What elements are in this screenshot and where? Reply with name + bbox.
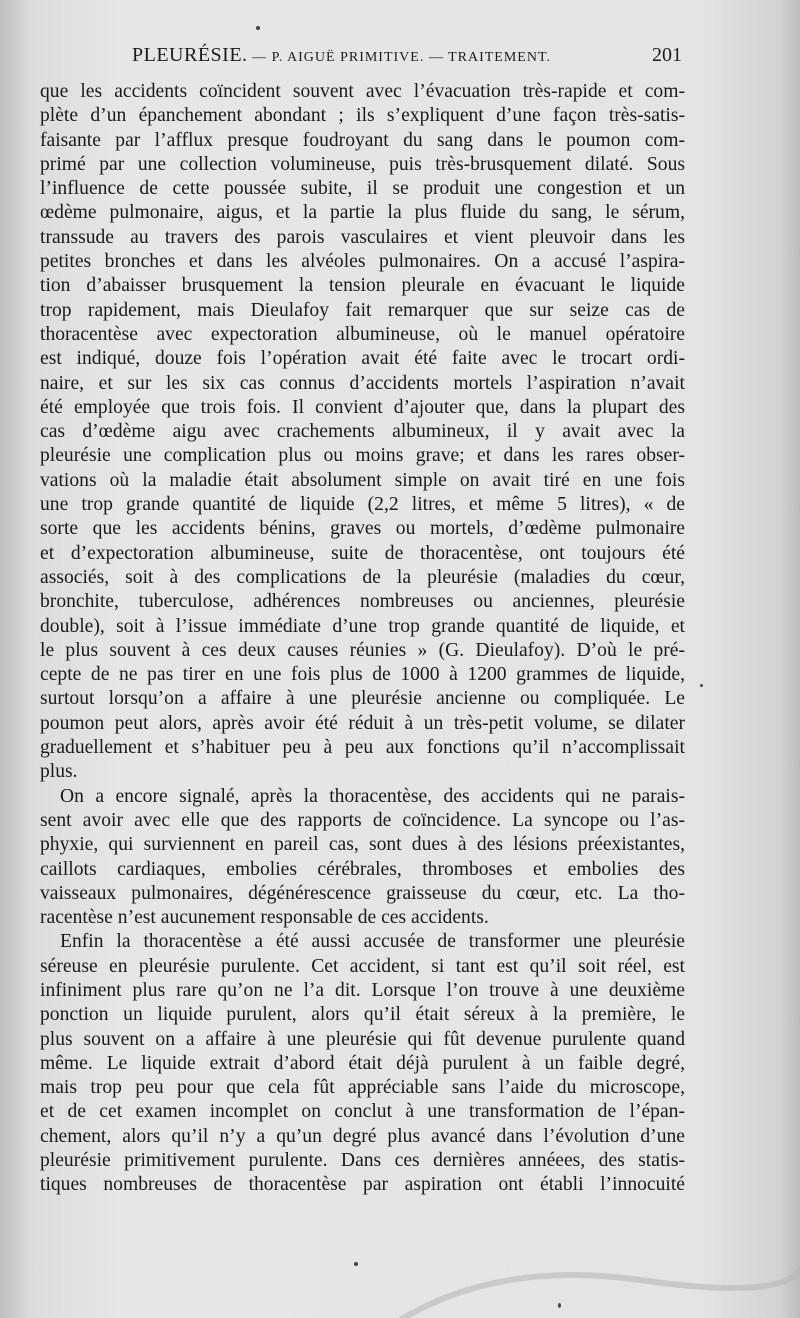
running-title-main: PLEURÉSIE. [132,44,248,66]
body-text [40,80,685,1198]
page-curl-shadow [380,1240,800,1318]
running-header [0,44,800,74]
text-line: œdème pulmonaire, aigus, et la partie la plus fluide du sang, le sérum, [40,202,685,224]
text-line: tion d’abaisser brusquement la tension pleurale en évacuant le liquide [40,275,685,297]
text-line: une trop grande quantité de liquide (2,2 litres, et même 5 litres), « de [40,494,685,516]
text-line: sent avoir avec elle que des rapports de coïncidence. La syncope ou l’as- [40,809,685,831]
ink-speck [700,684,703,687]
text-line: infiniment plus rare qu’on ne l’a dit. Lorsque l’on trouve à une deuxième [40,979,685,1001]
text-line: bronchite, tuberculose, adhérences nombreuses ou anciennes, pleurésie [40,591,685,613]
text-line: phyxie, qui surviennent en pareil cas, sont dues à des lésions préexistantes, [40,834,685,856]
running-title [132,44,551,67]
text-line: l’influence de cette poussée subite, il se produit une congestion et un [40,178,685,200]
text-line: été employée que trois fois. Il convient d’ajouter que, dans la plupart des [40,396,685,418]
text-line: et de cet examen incomplet on conclut à une transformation de l’épan- [40,1101,685,1123]
text-line: vaisseaux pulmonaires, dégénérescence graisseuse du cœur, etc. La tho- [40,882,685,904]
text-line: tiques nombreuses de thoracentèse par aspiration ont établi l’innocuité [40,1174,685,1196]
text-line: même. Le liquide extrait d’abord était déjà purulent à un faible degré, [40,1052,685,1074]
text-line: petites bronches et dans les alvéoles pulmonaires. On a accusé l’aspira- [40,251,685,273]
text-line: est indiqué, douze fois l’opération avait été faite avec le trocart ordi- [40,348,685,370]
text-line: transsude au travers des parois vasculaires et vient pleuvoir dans les [40,226,685,248]
text-line: et d’expectoration albumineuse, suite de thoracentèse, ont toujours été [40,542,685,564]
text-line: que les accidents coïncident souvent avec l’évacuation très-rapide et com- [40,81,685,102]
text-line: caillots cardiaques, embolies cérébrales, thromboses et embolies des [40,858,685,880]
text-line: faisante par l’afflux presque foudroyant du sang dans le poumon com- [40,129,685,151]
text-line: naire, et sur les six cas connus d’accidents mortels l’aspiration n’avait [40,372,685,394]
text-line: le plus souvent à ces deux causes réunies » (G. Dieulafoy). D’où le pré- [40,639,685,661]
ink-speck [256,26,260,30]
text-line: racentèse n’est aucunement responsable de ces accidents. [40,907,489,929]
text-line: poumon peut alors, après avoir été réduit à un très-petit volume, se dilater [40,712,685,734]
text-line: chement, alors qu’il n’y a qu’un degré plus avancé dans l’évolution d’une [40,1125,685,1147]
text-line: On a encore signalé, après la thoracentèse, des accidents qui ne parais- [60,785,685,807]
text-line: graduellement et s’habituer peu à peu aux fonctions qu’il n’accomplissait [40,737,685,759]
text-line: plus. [40,761,78,783]
text-line: primé par une collection volumineuse, puis très-brusquement dilaté. Sous [40,153,685,175]
ink-speck [354,1262,358,1266]
paragraph-2 [40,785,685,931]
paragraph-3 [40,930,685,1197]
running-title-rest: — P. AIGUË PRIMITIVE. — TRAITEMENT. [247,50,551,65]
text-line: double), soit à l’issue immédiate d’une trop grande quantité de liquide, et [40,615,685,637]
text-line: vations où la maladie était absolument simple on avait tiré en une fois [40,469,685,491]
text-line: séreuse en pleurésie purulente. Cet accident, si tant est qu’il soit réel, est [40,955,685,977]
text-line: plète d’un épanchement abondant ; ils s’expliquent d’une façon très-satis- [40,105,685,127]
page-number: 201 [652,44,682,66]
text-line: cas d’œdème aigu avec crachements albumineux, il y avait avec la [40,421,685,443]
text-line: pleurésie une complication plus ou moins grave; et dans les rares obser- [40,445,685,467]
text-line: Enfin la thoracentèse a été aussi accusée de transformer une pleurésie [60,931,685,953]
text-line: surtout lorsqu’on a affaire à une pleurésie ancienne ou compliquée. Le [40,688,685,710]
paragraph-1 [40,80,685,785]
text-line: mais trop peu pour que cela fût appréciable sans l’aide du microscope, [40,1077,685,1099]
text-line: ponction un liquide purulent, alors qu’il était séreux à la première, le [40,1004,685,1026]
text-line: sorte que les accidents bénins, graves ou mortels, d’œdème pulmonaire [40,518,685,540]
text-line: cepte de ne pas tirer en une fois plus de 1000 à 1200 grammes de liquide, [40,664,685,686]
text-line: thoracentèse avec expectoration albumineuse, où le manuel opératoire [40,323,685,345]
text-line: plus souvent on a affaire à une pleurésie qui fût devenue purulente quand [40,1028,685,1050]
text-line: pleurésie primitivement purulente. Dans ces dernières annéees, des statis- [40,1150,685,1172]
text-line: associés, soit à des complications de la pleurésie (maladies du cœur, [40,566,685,588]
text-line: trop rapidement, mais Dieulafoy fait remarquer que sur seize cas de [40,299,685,321]
